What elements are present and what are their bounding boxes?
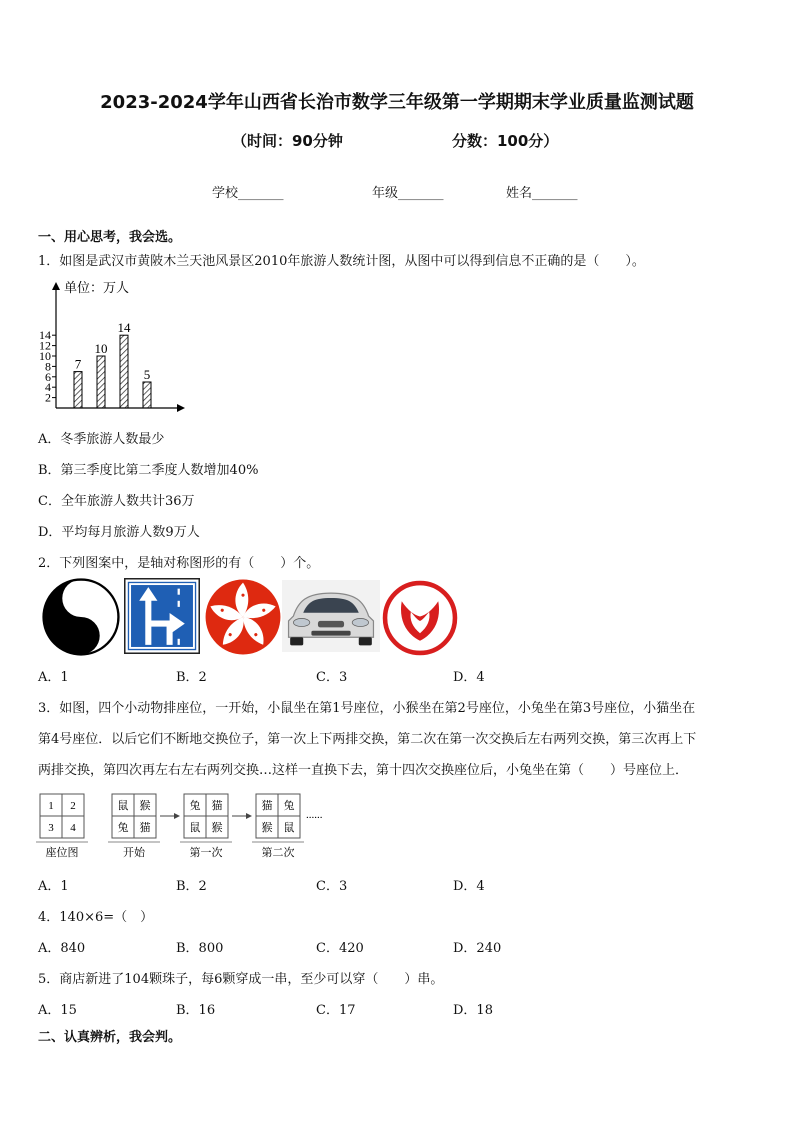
grid-caption: 座位图 [45,847,79,859]
grid-caption: 第一次 [189,847,223,859]
question-2-text: 2．下列图案中，是轴对称图形的有（ ）个。 [38,556,320,571]
y-tick-label: 14 [39,328,51,343]
y-tick-label: 8 [45,359,51,374]
seat-cell-label: 鼠 [117,800,129,812]
exam-score: 分数：100分） [452,132,559,150]
exam-time: （时间：90分钟 [232,132,343,150]
q4-option-a[interactable]: A．840 [38,941,86,956]
section-1-title: 一、用心思考，我会选。 [38,230,182,245]
q2-option-c[interactable]: C．3 [316,670,348,685]
bauhinia-flower-icon [204,578,282,656]
grid-caption: 开始 [123,847,145,859]
bar-value-label: 5 [143,367,151,382]
q2-option-b[interactable]: B．2 [176,670,207,685]
y-tick-label: 12 [39,338,51,353]
chart-unit-label: 单位：万人 [64,280,130,295]
q3-option-b[interactable]: B．2 [176,879,207,894]
seat-swap-diagram [36,790,356,862]
tourism-bar-chart [30,276,200,416]
seat-cell-label: 猫 [139,822,151,834]
grade-field: 年级_______ [372,186,444,201]
seat-cell-label: 鼠 [189,822,201,834]
seat-cell-label: 猴 [211,822,223,834]
page-title: 2023-2024学年山西省长治市数学三年级第一学期期末学业质量监测试题 [100,92,694,113]
bar-value-label: 7 [74,356,82,372]
q1-option-d[interactable]: D．平均每月旅游人数9万人 [38,525,200,540]
y-tick-label: 10 [39,349,51,363]
grid-caption: 第二次 [261,847,295,859]
section-2-title: 二、认真辨析，我会判。 [38,1030,182,1045]
school-field: 学校_______ [212,186,284,201]
chart-bar [120,335,128,408]
chart-bar [97,356,105,408]
y-tick-label: 2 [45,390,51,405]
seat-cell-label: 猴 [261,822,273,834]
yin-yang-icon [42,578,120,656]
seat-cell-label: 猫 [211,800,223,812]
q2-option-a[interactable]: A．1 [38,670,69,685]
swap-arrow-head [246,813,252,819]
car-icon [282,580,380,652]
dongfeng-logo-icon [382,580,458,656]
q5-option-b[interactable]: B．16 [176,1003,216,1018]
q3-option-d[interactable]: D．4 [453,879,485,894]
lane-direction-sign-icon [124,578,200,654]
seat-cell-label: 鼠 [283,822,295,834]
q1-option-b[interactable]: B．第三季度比第二季度人数增加40% [38,463,259,478]
chart-bar [74,372,82,408]
diagram-ellipsis: ...... [306,809,323,821]
x-axis-arrow [177,404,185,412]
q4-option-d[interactable]: D．240 [453,941,502,956]
q4-option-b[interactable]: B．800 [176,941,224,956]
q3-option-c[interactable]: C．3 [316,879,348,894]
swap-arrow-head [174,813,180,819]
y-axis-arrow [52,282,60,290]
seat-cell-label: 猴 [139,800,151,812]
y-tick-label: 4 [45,380,51,395]
q5-option-a[interactable]: A．15 [38,1003,77,1018]
seat-cell-label: 3 [48,822,54,834]
y-tick-label: 6 [45,369,51,384]
question-1-text: 1．如图是武汉市黄陂木兰天池风景区2010年旅游人数统计图，从图中可以得到信息不正确的是（ ）。 [38,254,645,269]
question-3-line-1: 3．如图，四个小动物排座位，一开始，小鼠坐在第1号座位，小猴坐在第2号座位，小兔坐在第3号座位，小猫坐在 [38,701,696,716]
question-3-line-2: 第4号座位．以后它们不断地交换位子，第一次上下两排交换，第二次在第一次交换后左右两列交换，第三次再上下 [38,732,697,747]
q4-option-c[interactable]: C．420 [316,941,364,956]
q1-option-c[interactable]: C．全年旅游人数共计36万 [38,494,195,509]
seat-cell-label: 兔 [189,800,201,812]
question-5-text: 5．商店新进了104颗珠子，每6颗穿成一串，至少可以穿（ ）串。 [38,972,444,987]
bar-value-label: 14 [117,320,131,336]
q5-option-c[interactable]: C．17 [316,1003,356,1018]
q3-option-a[interactable]: A．1 [38,879,69,894]
name-field: 姓名_______ [506,186,578,201]
question-3-line-3: 两排交换，第四次再左右左右两列交换…这样一直换下去，第十四次交换座位后，小兔坐在第（ ）号座位上． [38,763,689,778]
seat-cell-label: 4 [70,822,76,834]
seat-cell-label: 猫 [261,800,273,812]
bar-value-label: 10 [94,341,108,356]
q2-option-d[interactable]: D．4 [453,670,485,685]
q5-option-d[interactable]: D．18 [453,1003,493,1018]
seat-cell-label: 1 [48,800,54,812]
seat-cell-label: 兔 [283,800,295,812]
chart-bar [143,382,151,408]
seat-cell-label: 兔 [117,822,129,834]
question-4-text: 4．140×6=（ ） [38,910,154,925]
seat-cell-label: 2 [70,800,76,812]
q1-option-a[interactable]: A．冬季旅游人数最少 [38,432,165,447]
